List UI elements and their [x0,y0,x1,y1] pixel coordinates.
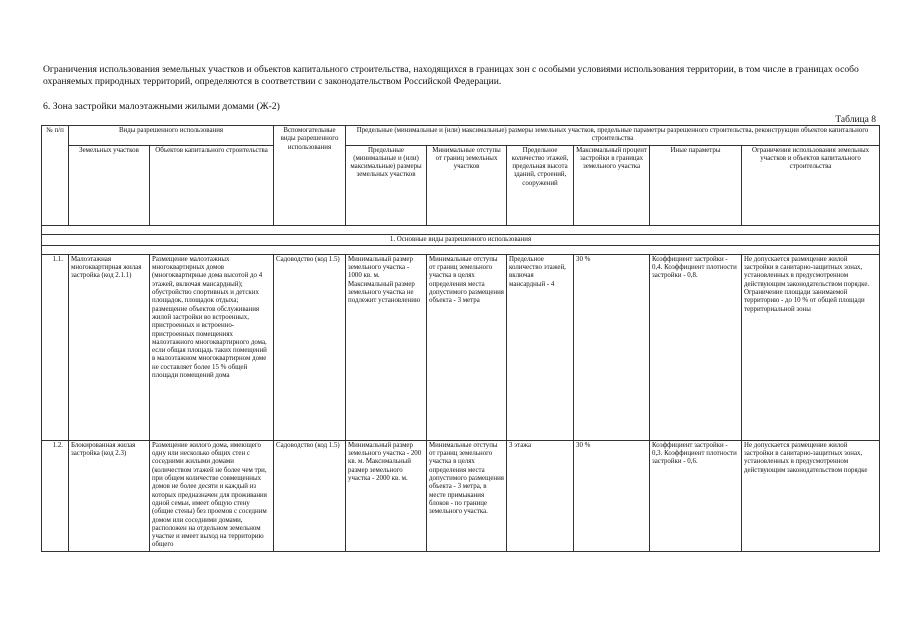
group-title: 1. Основные виды разрешенного использования [42,234,880,245]
cell-object: Размещение малоэтажных многоквартирных домов (многоквартирные дома высотой до 4 этажей, включая мансардный); обустройство спортивных и детских площадок, площадок отдыха; размещение объектов обслуживания жилой застройки во встроенных, пристроенных и встроенно-пристроенных помещениях малоэтажного многоквартирного дома, если общая площадь таких помещений в малоэтажном многоквартирном доме не составляет более 15 % общей площади помещений дома [150,254,274,440]
section-title: 6. Зона застройки малоэтажными жилыми домами (Ж-2) [43,101,280,112]
cell-floors: Предельное количество этажей, включая мансардный - 4 [507,254,574,440]
header-plot-size: Предельные (минимальные и (или) максимальные) размеры земельных участков [346,145,427,225]
cell-other: Коэффициент застройки - 0,4. Коэффициент плотности застройки - 0,8. [650,254,742,440]
cell-setback: Минимальные отступы от границ земельного участка в целях определения места допустимого размещения объекта - 3 метра [427,254,507,440]
header-land: Земельных участков [69,145,150,225]
cell-aux: Садоводство (код 1.5) [274,440,346,551]
intro-paragraph: Ограничения использования земельных участков и объектов капитального строительства, находящихся в границах зон с особыми условиями использования территории, в том числе в границах особо охраняемых природных территорий, определяются в соответствии с законодательством Российской Федерации. [43,64,859,87]
cell-object: Размещение жилого дома, имеющего одну или несколько общих стен с соседними жилыми домами (количеством этажей не более чем три, при общем количестве совмещенных домов не более десяти и каждый из которых предназначен для проживания одной семьи, имеет общую стену (общие стены) без проемов с соседним домом или соседними домами, расположен на отдельном земельном участке и имеет выход на территорию общего [150,440,274,551]
header-num: № п/п [42,126,69,226]
row-num: 1.2. [42,440,69,551]
zoning-table [41,125,880,552]
cell-restrictions: Не допускается размещение жилой застройки в санитарно-защитных зонах, установленных в предусмотренном действующим законодательством порядке [742,440,880,551]
cell-plot: Минимальный размер земельного участка - 1000 кв. м. Максимальный размер земельного участка не подлежит установлению [346,254,427,440]
header-coverage: Максимальный процент застройки в границах земельного участка [574,145,650,225]
table-row [42,254,880,440]
cell-coverage: 30 % [574,440,650,551]
cell-land: Малоэтажная многоквартирная жилая застройка (код 2.1.1) [69,254,150,440]
table-label: Таблица 8 [835,115,876,125]
header-floors: Предельное количество этажей, предельная высота зданий, строений, сооружений [507,145,574,225]
spacer-row [42,245,880,254]
header-other: Иные параметры [650,145,742,225]
cell-floors: 3 этажа [507,440,574,551]
header-limits: Предельные (минимальные и (или) максимальные) размеры земельных участков, предельные параметры разрешенного строительства, реконструкции объектов капитального строительства [346,126,880,146]
cell-land: Блокированная жилая застройка (код 2.3) [69,440,150,551]
cell-coverage: 30 % [574,254,650,440]
cell-plot: Минимальный размер земельного участка - 200 кв. м. Максимальный размер земельного участка - 2000 кв. м. [346,440,427,551]
header-object: Объектов капитального строительства [150,145,274,225]
spacer-row [42,225,880,234]
header-restrictions: Ограничения использования земельных участков и объектов капитального строительства [742,145,880,225]
cell-setback: Минимальные отступы от границ земельного участка в целях определения места допустимого размещения объекта - 3 метра, в месте примыкания блоков - по границе земельного участка. [427,440,507,551]
cell-aux: Садоводство (код 1.5) [274,254,346,440]
row-num: 1.1. [42,254,69,440]
table-row [42,440,880,551]
cell-other: Коэффициент застройки - 0,3. Коэффициент плотности застройки - 0,6. [650,440,742,551]
header-permitted-uses: Виды разрешенного использования [69,126,274,146]
cell-restrictions: Не допускается размещение жилой застройки в санитарно-защитных зонах, установленных в предусмотренном действующим законодательством порядке. Ограничение площади занимаемой территорию - до 10 % от общей площади территориальной зоны [742,254,880,440]
header-setbacks: Минимальные отступы от границ земельных участков [427,145,507,225]
header-auxiliary: Вспомогательные виды разрешенного использования [274,126,346,226]
